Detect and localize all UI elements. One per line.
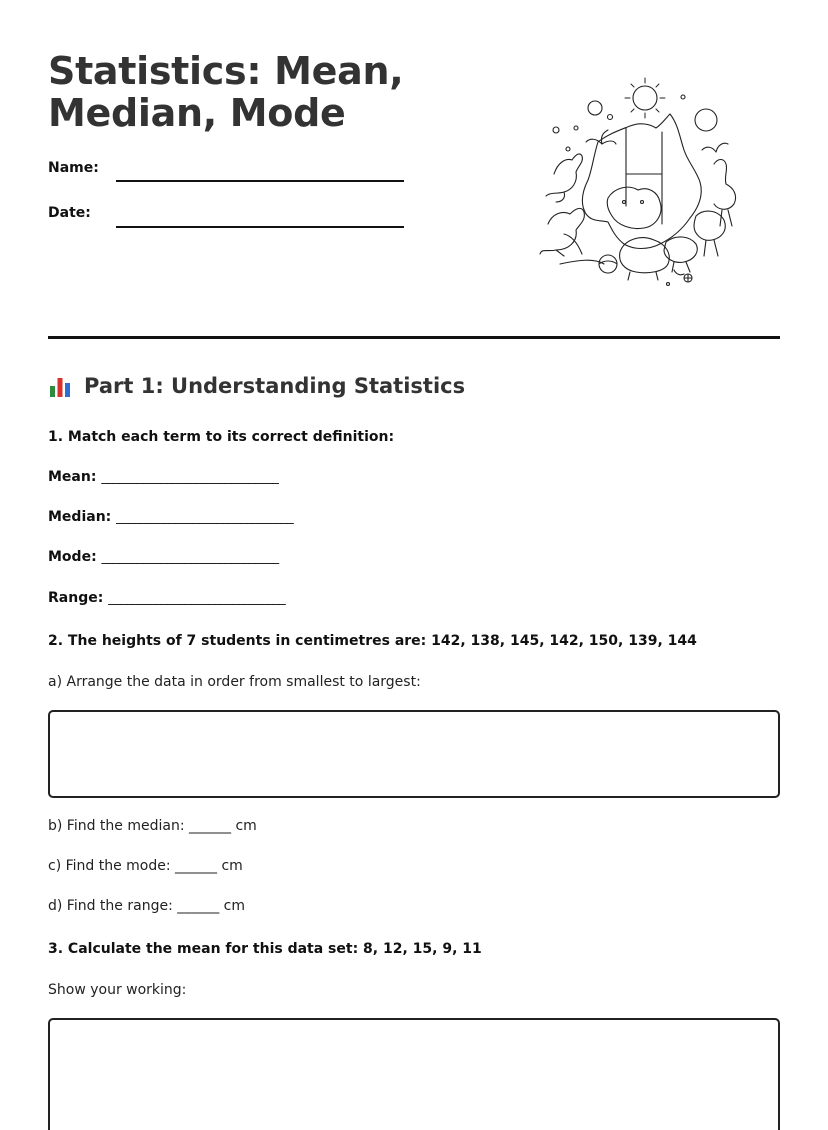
answer-blank[interactable]: ______________________________ [101,550,279,565]
name-line[interactable] [116,180,404,182]
date-line[interactable] [116,226,404,228]
australia-animals-illustration [538,74,758,290]
term-range [48,590,285,606]
term-label: Mode: [48,549,97,565]
date-label: Date: [48,205,91,221]
answer-blank[interactable]: ______________________________ [116,510,294,525]
name-label: Name: [48,160,99,176]
q3-working-box[interactable] [48,1018,780,1130]
term-mean [48,469,278,485]
q2a-text: a) Arrange the data in order from smallest to largest: [48,674,421,690]
q2-prompt: 2. The heights of 7 students in centimetres are: 142, 138, 145, 142, 150, 139, 144 [48,633,697,649]
part1-heading [48,374,465,398]
title-line-2: Median, Mode [48,91,346,135]
answer-blank[interactable]: ______________________________ [101,470,279,485]
q3-prompt: 3. Calculate the mean for this data set: 8, 12, 15, 9, 11 [48,941,482,957]
answer-blank[interactable]: ______________________________ [108,591,286,606]
bar-chart-icon [48,374,72,398]
term-label: Range: [48,590,104,606]
q2d-text: d) Find the range: ______ cm [48,898,246,914]
term-mode [48,549,279,565]
q2c-text: c) Find the mode: ______ cm [48,858,243,874]
term-median [48,509,293,525]
q2a-answer-box[interactable] [48,710,780,798]
q1-prompt: 1. Match each term to its correct definition: [48,429,395,445]
q2b-text: b) Find the median: ______ cm [48,818,257,834]
term-label: Mean: [48,469,97,485]
term-label: Median: [48,509,112,525]
q3-working-label: Show your working: [48,982,187,998]
section-divider [48,336,780,339]
worksheet-title [48,50,403,134]
title-line-1: Statistics: Mean, [48,49,404,93]
part1-heading-text: Part 1: Understanding Statistics [84,374,466,398]
